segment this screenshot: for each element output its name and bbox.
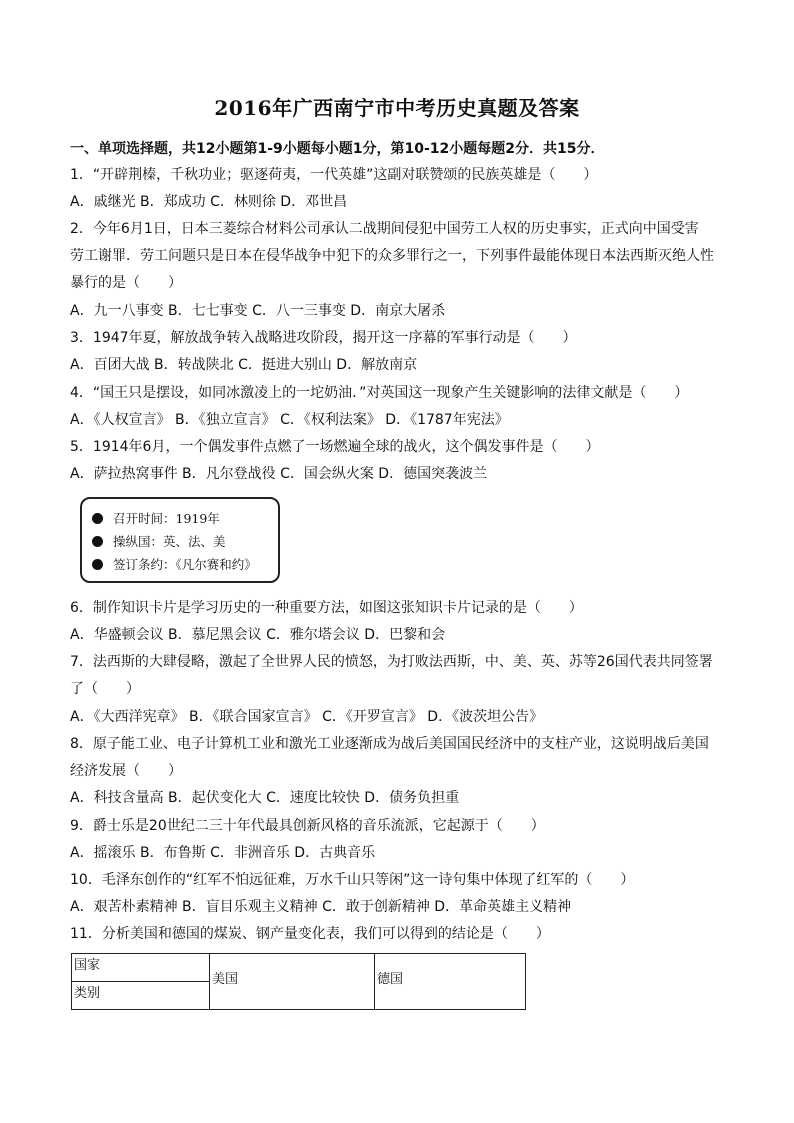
bullet-icon — [92, 536, 103, 547]
card-text: 签订条约：《凡尔赛和约》 — [113, 557, 257, 572]
question-5-stem: 5．1914年6月，一个偶发事件点燃了一场燃遍全球的战火，这个偶发事件是（ ） — [70, 439, 600, 455]
card-row — [92, 554, 257, 574]
question-1-options: A．戚继光 B．郑成功 C．林则徐 D．邓世昌 — [70, 194, 348, 210]
question-8-stem: 经济发展（ ） — [70, 763, 182, 779]
card-row — [92, 508, 220, 528]
question-8-options: A．科技含量高 B．起伏变化大 C．速度比较快 D．债务负担重 — [70, 790, 460, 806]
card-text: 召开时间：1919年 — [113, 511, 220, 526]
table-header-germany: 德国 — [375, 954, 526, 1010]
table-header-country: 国家 — [72, 954, 210, 982]
question-4-stem: 4．“国王只是摆设，如同冰激凌上的一坨奶油．”对英国这一现象产生关键影响的法律文献是（ ） — [70, 385, 689, 401]
table-header-usa: 美国 — [210, 954, 375, 1010]
knowledge-card — [80, 497, 280, 583]
question-9-stem: 9．爵士乐是20世纪二三十年代最具创新风格的音乐流派，它起源于（ ） — [70, 818, 545, 834]
section-heading: 一、单项选择题，共12小题第1-9小题每小题1分，第10-12小题每题2分．共15分． — [70, 141, 605, 157]
bullet-icon — [92, 513, 103, 524]
question-10-options: A．艰苦朴素精神 B．盲目乐观主义精神 C．敢于创新精神 D．革命英雄主义精神 — [70, 899, 572, 915]
question-2-stem: 2．今年6月1日，日本三菱综合材料公司承认二战期间侵犯中国劳工人权的历史事实，正式向中国受害 — [70, 221, 699, 237]
question-7-options: A．《大西洋宪章》 B．《联合国家宣言》 C．《开罗宣言》 D．《波茨坦公告》 — [70, 709, 544, 725]
table-header-category: 类别 — [72, 982, 210, 1010]
question-1-stem: 1．“开辟荆榛，千秋功业；驱逐荷夷，一代英雄”这副对联赞颂的民族英雄是（ ） — [70, 167, 598, 183]
bullet-icon — [92, 559, 103, 570]
question-7-stem: 了（ ） — [70, 681, 140, 697]
card-row — [92, 531, 226, 551]
question-6-stem: 6．制作知识卡片是学习历史的一种重要方法，如图这张知识卡片记录的是（ ） — [70, 600, 583, 616]
question-5-options: A．萨拉热窝事件 B．凡尔登战役 C．国会纵火案 D．德国突袭波兰 — [70, 466, 488, 482]
question-7-stem: 7．法西斯的大肆侵略，激起了全世界人民的愤怒，为打败法西斯，中、美、英、苏等26国代表共同签署 — [70, 654, 713, 670]
question-3-options: A．百团大战 B．转战陕北 C．挺进大别山 D．解放南京 — [70, 357, 418, 373]
card-text: 操纵国：英、法、美 — [113, 534, 226, 549]
question-2-stem: 暴行的是（ ） — [70, 275, 182, 291]
coal-steel-table — [71, 953, 526, 1010]
question-4-options: A．《人权宣言》 B．《独立宣言》 C．《权利法案》 D．《1787年宪法》 — [70, 412, 509, 428]
question-9-options: A．摇滚乐 B．布鲁斯 C．非洲音乐 D．古典音乐 — [70, 845, 376, 861]
question-8-stem: 8．原子能工业、电子计算机工业和激光工业逐渐成为战后美国国民经济中的支柱产业，这说明战后美国 — [70, 736, 709, 752]
question-10-stem: 10．毛泽东创作的“红军不怕远征难，万水千山只等闲”这一诗句集中体现了红军的（ ） — [70, 872, 635, 888]
question-3-stem: 3．1947年夏，解放战争转入战略进攻阶段，揭开这一序幕的军事行动是（ ） — [70, 330, 577, 346]
question-11-stem: 11．分析美国和德国的煤炭、钢产量变化表，我们可以得到的结论是（ ） — [70, 926, 550, 942]
page-title: 2016年广西南宁市中考历史真题及答案 — [214, 96, 580, 120]
question-2-options: A．九一八事变 B．七七事变 C．八一三事变 D．南京大屠杀 — [70, 303, 446, 319]
question-2-stem: 劳工谢罪．劳工问题只是日本在侵华战争中犯下的众多罪行之一，下列事件最能体现日本法西斯灭绝人性 — [70, 248, 714, 264]
question-6-options: A．华盛顿会议 B．慕尼黑会议 C．雅尔塔会议 D．巴黎和会 — [70, 627, 446, 643]
